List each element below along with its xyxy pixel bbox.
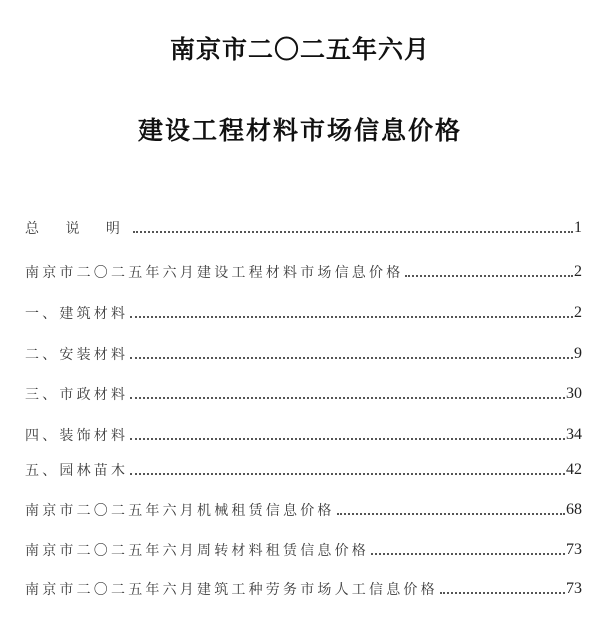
toc-entry-label: 南京市二〇二五年六月建筑工种劳务市场人工信息价格 bbox=[25, 582, 438, 598]
toc-entry-general-notes[interactable] bbox=[25, 216, 582, 236]
toc-entry-label: 三、市政材料 bbox=[25, 387, 129, 403]
toc-entry-label: 五、园林苗木 bbox=[25, 463, 129, 479]
toc-entry-page-number: 68 bbox=[566, 501, 582, 518]
toc-entry-page-number: 2 bbox=[574, 263, 582, 280]
toc-entry-page-number: 1 bbox=[574, 219, 582, 236]
toc-entry-label: 二、安装材料 bbox=[25, 347, 129, 363]
dotted-leader bbox=[405, 275, 573, 277]
dotted-leader bbox=[130, 397, 565, 399]
toc-entry-label: 南京市二〇二五年六月建设工程材料市场信息价格 bbox=[25, 265, 404, 281]
toc-entry-page-number: 42 bbox=[566, 461, 582, 478]
dotted-leader bbox=[440, 592, 565, 594]
toc-entry-page-number: 73 bbox=[566, 541, 582, 558]
dotted-leader bbox=[130, 316, 573, 318]
toc-entry-labor-prices[interactable] bbox=[25, 577, 582, 597]
toc-entry-label: 四、装饰材料 bbox=[25, 428, 129, 444]
toc-entry-decoration-materials[interactable] bbox=[25, 423, 582, 443]
toc-entry-page-number: 9 bbox=[574, 345, 582, 362]
toc-entry-page-number: 30 bbox=[566, 385, 582, 402]
toc-entry-material-prices[interactable] bbox=[25, 260, 582, 280]
document-title-line-2: 建设工程材料市场信息价格 bbox=[137, 116, 462, 145]
dotted-leader bbox=[130, 473, 565, 475]
dotted-leader bbox=[371, 553, 565, 555]
dotted-leader bbox=[130, 438, 565, 440]
document-title-line-1: 南京市二〇二五年六月 bbox=[169, 35, 430, 64]
toc-entry-page-number: 34 bbox=[566, 426, 582, 443]
toc-entry-label: 南京市二〇二五年六月周转材料租赁信息价格 bbox=[25, 543, 369, 559]
toc-entry-municipal-materials[interactable] bbox=[25, 382, 582, 402]
toc-entry-landscape-plants[interactable] bbox=[25, 458, 582, 478]
toc-entry-turnover-materials-rental[interactable] bbox=[25, 538, 582, 558]
dotted-leader bbox=[130, 357, 573, 359]
toc-entry-label: 一、建筑材料 bbox=[25, 306, 129, 322]
toc-entry-page-number: 2 bbox=[574, 304, 582, 321]
toc-entry-label: 总 说 明 bbox=[25, 221, 131, 237]
toc-entry-installation-materials[interactable] bbox=[25, 342, 582, 362]
toc-entry-machinery-rental[interactable] bbox=[25, 498, 582, 518]
toc-entry-label: 南京市二〇二五年六月机械租赁信息价格 bbox=[25, 503, 335, 519]
dotted-leader bbox=[337, 513, 565, 515]
toc-entry-page-number: 73 bbox=[566, 580, 582, 597]
toc-entry-building-materials[interactable] bbox=[25, 301, 582, 321]
dotted-leader bbox=[133, 231, 573, 233]
